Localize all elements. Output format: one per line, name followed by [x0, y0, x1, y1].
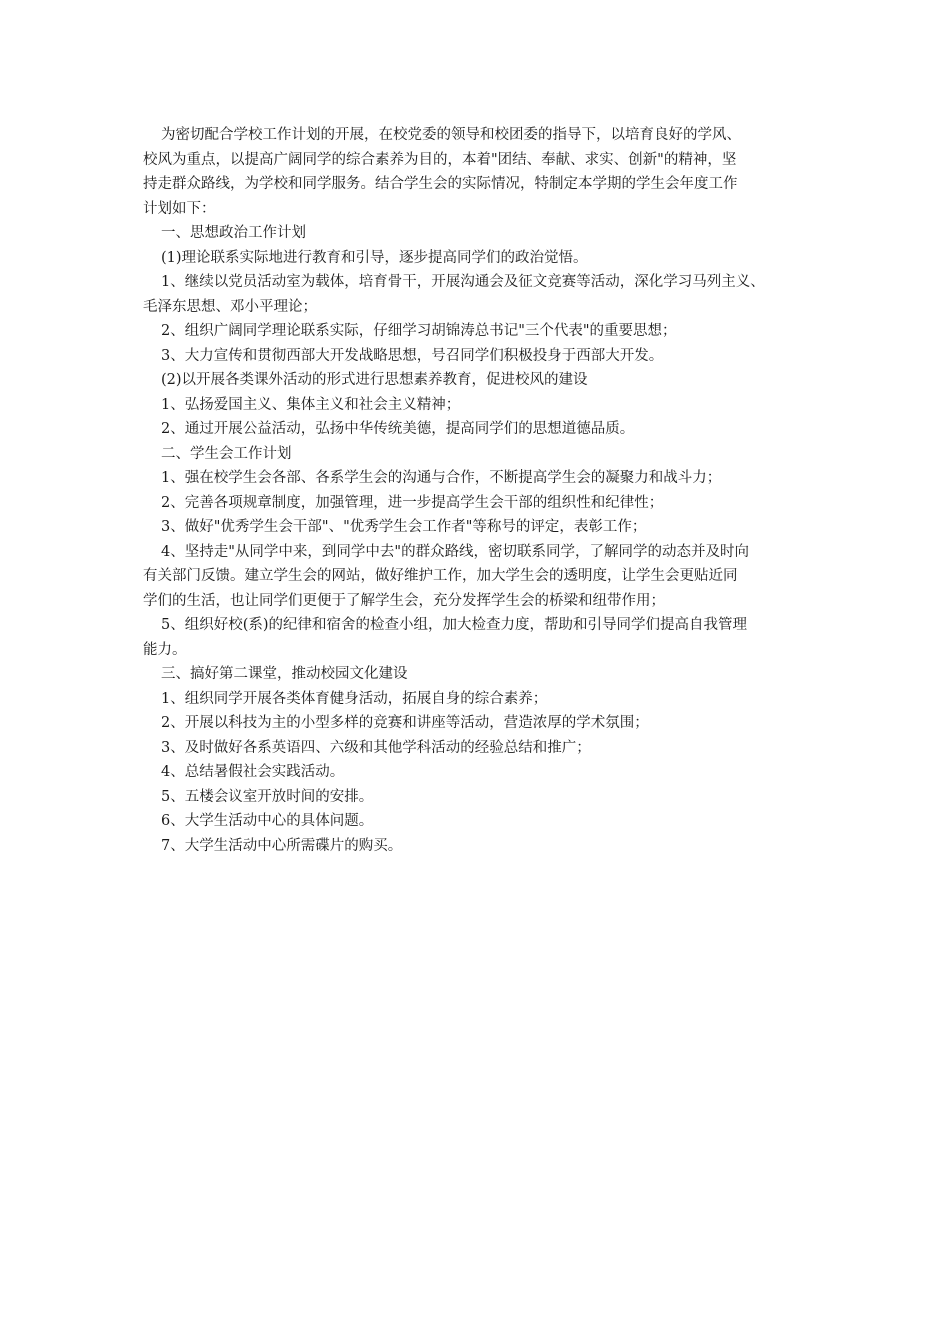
text-line: 三、搞好第二课堂，推动校园文化建设 — [161, 666, 408, 682]
document-body — [143, 123, 823, 858]
text-line: 持走群众路线，为学校和同学服务。结合学生会的实际情况，特制定本学期的学生会年度工作 — [143, 176, 738, 192]
text-line: 3、及时做好各系英语四、六级和其他学科活动的经验总结和推广； — [161, 739, 591, 756]
text-line: 2、完善各项规章制度，加强管理，进一步提高学生会干部的组织性和纪律性； — [161, 494, 664, 511]
text-line: 3、做好"优秀学生会干部"、"优秀学生会工作者"等称号的评定，表彰工作； — [161, 519, 647, 535]
text-line: 2、通过开展公益活动，弘扬中华传统美德，提高同学们的思想道德品质。 — [161, 421, 635, 437]
text-line: 1、强在校学生会各部、各系学生会的沟通与合作，不断提高学生会的凝聚力和战斗力； — [161, 470, 722, 486]
text-line: 1、组织同学开展各类体育健身活动，拓展自身的综合素养； — [161, 690, 548, 707]
text-line: 为密切配合学校工作计划的开展，在校党委的领导和校团委的指导下，以培育良好的学风、 — [161, 127, 741, 143]
text-line: 校风为重点，以提高广阔同学的综合素养为目的，本着"团结、奉献、求实、创新"的精神，坚 — [143, 151, 737, 168]
text-line: (2)以开展各类课外活动的形式进行思想素养教育，促进校风的建设 — [161, 372, 588, 388]
text-line: 能力。 — [143, 641, 187, 658]
text-line: 学们的生活，也让同学们更便于了解学生会，充分发挥学生会的桥梁和纽带作用； — [143, 592, 665, 609]
text-line: 有关部门反馈。建立学生会的网站，做好维护工作，加大学生会的透明度，让学生会更贴近同 — [143, 568, 738, 584]
text-line: 2、开展以科技为主的小型多样的竞赛和讲座等活动，营造浓厚的学术氛围； — [161, 715, 649, 731]
text-line: 6、大学生活动中心的具体问题。 — [161, 813, 374, 829]
text-line: 7、大学生活动中心所需碟片的购买。 — [161, 837, 403, 854]
text-line: (1)理论联系实际地进行教育和引导，逐步提高同学们的政治觉悟。 — [161, 249, 588, 266]
text-line: 毛泽东思想、邓小平理论； — [143, 298, 317, 315]
text-line: 1、弘扬爱国主义、集体主义和社会主义精神； — [161, 396, 461, 413]
text-line: 5、五楼会议室开放时间的安排。 — [161, 788, 374, 805]
text-line: 4、总结暑假社会实践活动。 — [161, 764, 345, 780]
text-line: 1、继续以党员活动室为载体，培育骨干，开展沟通会及征文竞赛等活动，深化学习马列主义、 — [161, 274, 765, 290]
text-line: 4、坚持走"从同学中来，到同学中去"的群众路线，密切联系同学，了解同学的动态并及时向 — [161, 543, 750, 560]
text-line: 5、组织好校(系)的纪律和宿舍的检查小组，加大检查力度，帮助和引导同学们提高自我管理 — [161, 617, 748, 633]
text-line: 计划如下： — [143, 200, 216, 217]
text-line: 一、思想政治工作计划 — [161, 225, 306, 241]
text-line: 2、组织广阔同学理论联系实际，仔细学习胡锦涛总书记"三个代表"的重要思想； — [161, 323, 677, 339]
text-line: 二、学生会工作计划 — [161, 445, 292, 462]
text-line: 3、大力宣传和贯彻西部大开发战略思想，号召同学们积极投身于西部大开发。 — [161, 347, 664, 364]
